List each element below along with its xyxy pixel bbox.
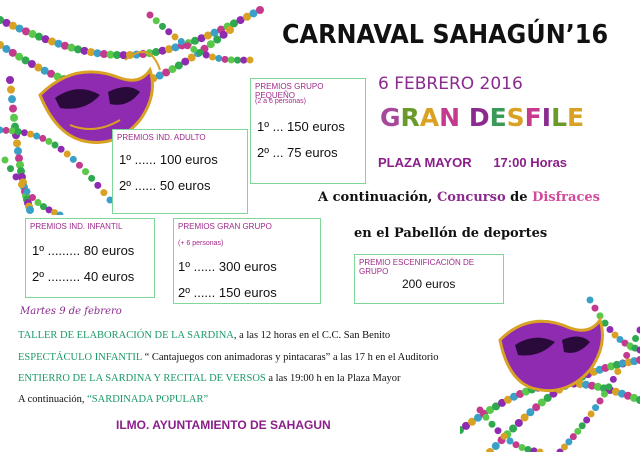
tuesday-event-3 — [18, 373, 400, 384]
organizer: ILMO. AYUNTAMIENTO DE SAHAGUN — [116, 418, 331, 432]
event-detail: “ Cantajuegos con animadoras y pintacaras” a las 17 h en el Auditorio — [141, 352, 439, 363]
event-title — [380, 103, 584, 132]
bead — [215, 55, 222, 62]
prize-box-title: PREMIOS IND. INFANTIL — [30, 222, 123, 231]
bead — [507, 438, 514, 445]
bead — [159, 23, 166, 30]
bead — [15, 154, 23, 162]
event-location-time — [378, 155, 567, 170]
prize-second: 2º ... 75 euros — [257, 145, 338, 160]
bead — [24, 188, 31, 195]
bead — [76, 162, 83, 169]
bead — [495, 427, 502, 434]
event-name: TALLER DE ELABORACIÓN DE LA SARDINA — [18, 330, 234, 341]
bead — [623, 352, 630, 359]
bead — [100, 189, 107, 196]
prize-box-title: PREMIO ESCENIFICACIÓN DE GRUPO — [359, 258, 475, 276]
prize-first: 1º ......... 80 euros — [32, 243, 135, 258]
bead — [13, 139, 21, 147]
bead — [2, 157, 9, 164]
bead — [178, 38, 185, 45]
event-title-letter: L — [551, 103, 567, 132]
bead — [27, 131, 34, 138]
bead — [197, 49, 204, 56]
bead — [10, 114, 18, 122]
bead — [9, 127, 16, 134]
event-title-letter: S — [506, 103, 525, 132]
event-name: ENTIERRO DE LA SARDINA Y RECITAL DE VERSOS — [18, 373, 266, 384]
bead — [88, 175, 95, 182]
bead — [240, 57, 247, 64]
bead — [531, 447, 538, 452]
bead — [21, 129, 28, 136]
bead — [489, 421, 496, 428]
prize-box-adult — [112, 129, 248, 214]
prize-second: 2º ...... 150 euros — [178, 285, 277, 300]
prize-amount: 200 euros — [402, 277, 456, 291]
bead — [501, 433, 508, 440]
bead — [153, 17, 160, 24]
bead — [94, 182, 101, 189]
event-title-letter: E — [567, 103, 585, 132]
bead — [6, 76, 14, 84]
event-title-letter: D — [468, 103, 490, 132]
tuesday-event-2 — [18, 352, 439, 363]
prize-first: 1º ...... 300 euros — [178, 259, 277, 274]
prize-box-child — [25, 218, 155, 298]
bead — [537, 449, 544, 452]
prize-first: 1º ... 150 euros — [257, 119, 345, 134]
bead — [52, 142, 59, 149]
event-date: 6 FEBRERO 2016 — [378, 74, 523, 94]
bead — [64, 150, 71, 157]
bead — [29, 194, 36, 201]
prize-box-small-group — [250, 78, 366, 184]
bead — [492, 442, 500, 450]
bead — [82, 168, 89, 175]
prize-box-big-group — [173, 218, 321, 304]
event-title-letter: F — [524, 103, 542, 132]
closing-highlight: “SARDINADA POPULAR” — [87, 394, 209, 405]
bead — [513, 441, 520, 448]
contest-line — [318, 190, 600, 205]
tuesday-heading: Martes 9 de febrero — [20, 306, 122, 317]
prize-second: 2º ......... 40 euros — [32, 269, 135, 284]
bead — [226, 26, 234, 34]
bead — [597, 398, 604, 405]
bead — [610, 376, 617, 383]
bead — [525, 446, 532, 452]
bead — [222, 56, 229, 63]
event-title-letter: R — [400, 103, 420, 132]
bead — [477, 407, 484, 414]
bead — [213, 36, 221, 44]
prize-second: 2º ...... 50 euros — [119, 178, 211, 193]
event-title-letter — [460, 103, 469, 132]
mask-beads-bottom-right-icon — [460, 290, 640, 452]
bead — [234, 57, 241, 64]
bead — [256, 6, 264, 14]
prize-box-title: PREMIOS GRAN GRUPO — [178, 222, 272, 231]
prize-box-staging — [354, 254, 504, 304]
bead — [220, 31, 228, 39]
bead — [605, 383, 612, 390]
bead — [172, 33, 179, 40]
bead — [70, 156, 77, 163]
bead — [614, 368, 621, 375]
bead — [574, 428, 581, 435]
bead — [33, 133, 40, 140]
bead — [592, 305, 599, 312]
bead — [3, 127, 10, 134]
bead — [579, 422, 586, 429]
contest-prefix: A continuación, — [318, 190, 437, 205]
bead — [207, 40, 215, 48]
prize-box-subtitle: (+ 6 personas) — [178, 240, 224, 247]
event-title-letter: G — [380, 103, 401, 132]
bead — [637, 327, 640, 334]
bead — [147, 12, 154, 19]
bead — [39, 135, 46, 142]
bead — [209, 53, 216, 60]
bead — [570, 433, 577, 440]
event-time: 17:00 Horas — [493, 155, 568, 170]
bead — [592, 404, 599, 411]
page-title: CARNAVAL SAHAGÚN’16 — [282, 20, 609, 50]
prize-first: 1º ...... 100 euros — [119, 152, 218, 167]
event-title-letter: N — [439, 103, 461, 132]
bead — [607, 326, 614, 333]
bead — [13, 173, 20, 180]
bead — [619, 360, 626, 367]
contest-word-2: Disfraces — [532, 190, 600, 205]
contest-word-1: Concurso — [436, 190, 506, 205]
bead — [228, 56, 235, 63]
bead — [184, 42, 191, 49]
event-name: ESPECTÁCULO INFANTIL — [18, 352, 142, 363]
bead — [7, 165, 14, 172]
bead — [203, 52, 210, 59]
bead — [26, 206, 34, 214]
bead — [601, 391, 608, 398]
tuesday-closing — [18, 394, 208, 405]
contest-mid: de — [505, 190, 533, 205]
bead — [583, 416, 590, 423]
bead — [165, 28, 172, 35]
bead — [587, 297, 594, 304]
bead — [18, 181, 25, 188]
event-detail: a las 19:00 h en la Plaza Mayor — [265, 373, 401, 384]
bead — [519, 444, 526, 451]
bead — [632, 335, 639, 342]
bead — [588, 410, 595, 417]
bead — [509, 425, 517, 433]
event-title-letter: I — [541, 103, 552, 132]
event-title-letter: A — [419, 103, 440, 132]
bead — [15, 128, 22, 135]
tuesday-event-1 — [18, 330, 390, 341]
event-detail: , a las 12 horas en el C.C. San Benito — [233, 330, 391, 341]
bead — [14, 147, 22, 155]
bead — [247, 57, 254, 64]
prize-box-title: PREMIOS GRUPO PEQUEÑO — [255, 82, 324, 100]
event-place: PLAZA MAYOR — [378, 155, 472, 170]
prize-box-subtitle: (2 a 6 personas) — [255, 98, 306, 105]
bead — [7, 86, 15, 94]
bead — [483, 414, 490, 421]
contest-venue: en el Pabellón de deportes — [354, 226, 548, 241]
bead — [9, 105, 17, 113]
bead — [190, 46, 197, 53]
event-title-letter: E — [489, 103, 507, 132]
bead — [8, 95, 16, 103]
bead — [58, 146, 65, 153]
prize-box-title: PREMIOS IND. ADULTO — [117, 133, 206, 142]
bead — [45, 138, 52, 145]
closing-prefix: A continuación, — [18, 394, 88, 405]
